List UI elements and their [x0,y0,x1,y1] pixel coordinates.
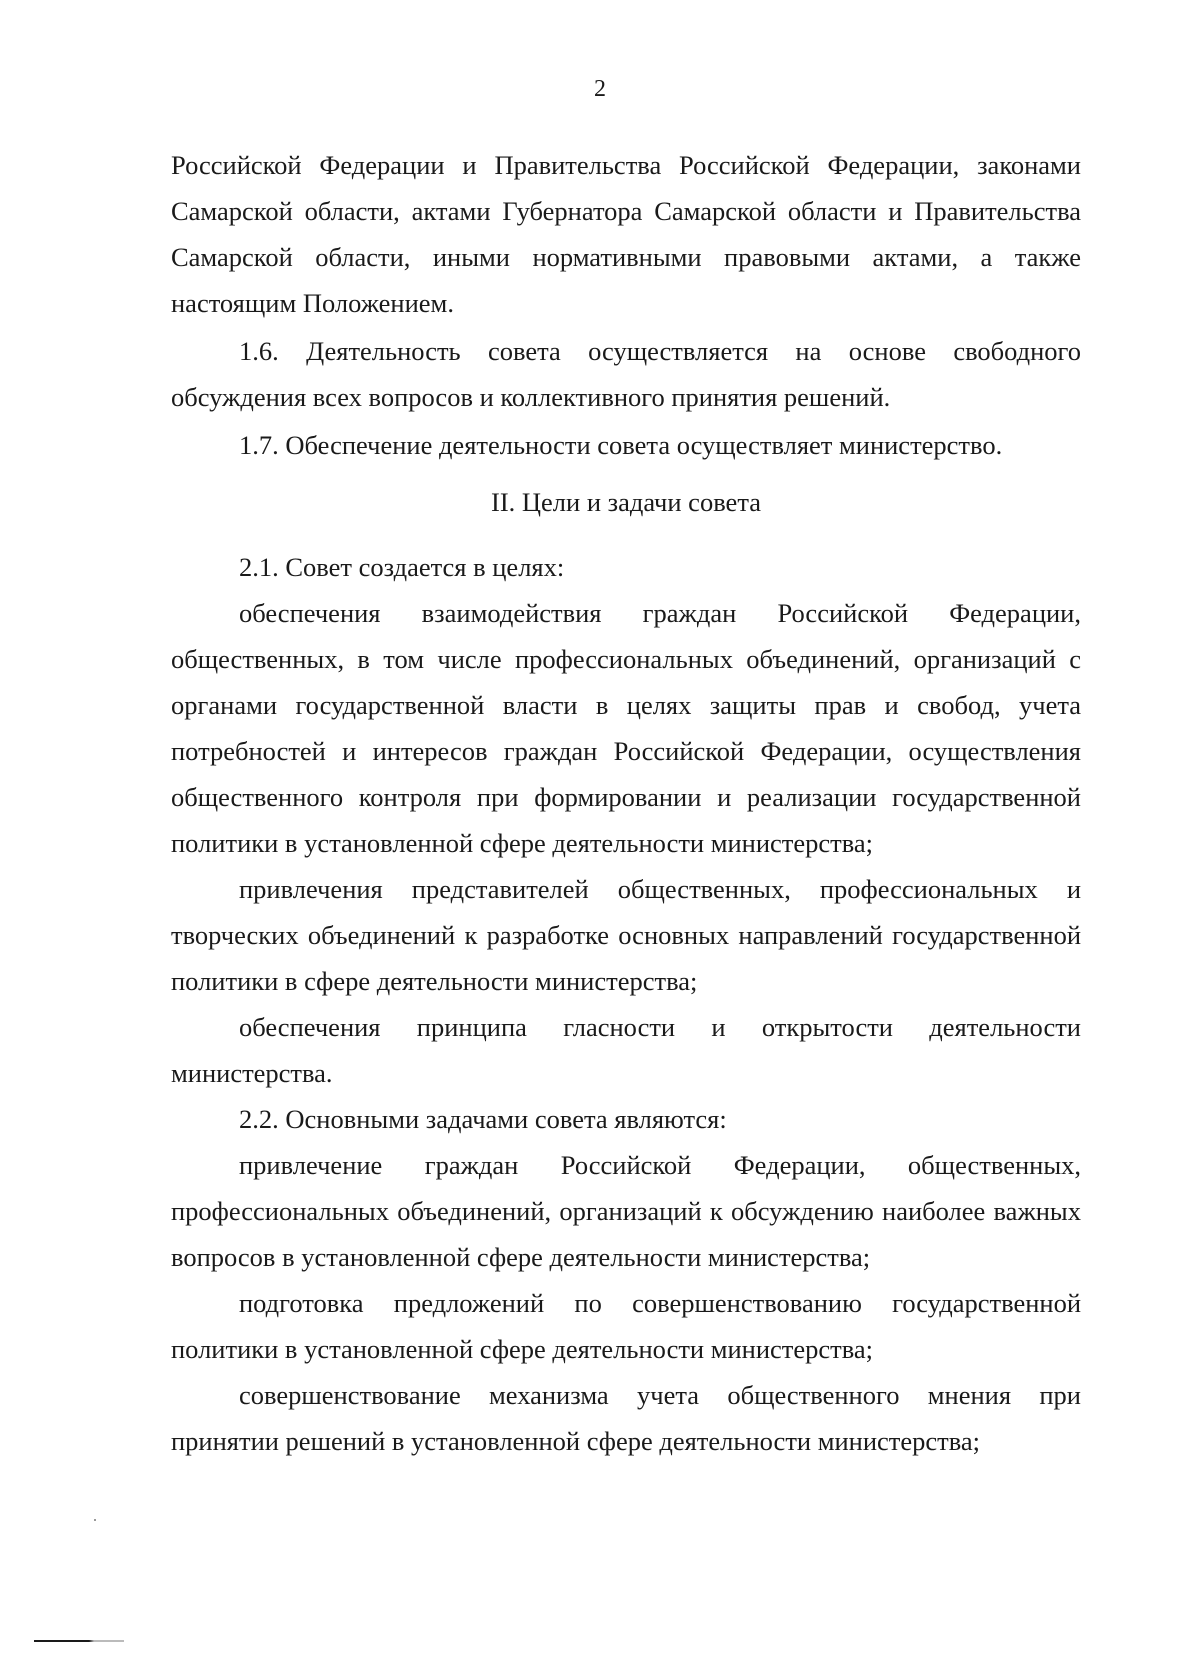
paragraph-2-2-item-3: совершенствование механизма учета общественного мнения при принятии решений в установленной сфере деятельности министерства; [171,1380,1081,1456]
paragraph-2-1-item-1: обеспечения взаимодействия граждан Российской Федерации, общественных, в том числе профессиональных объединений, организаций с органами государственной власти в целях защиты прав и свобод, учета потребностей и интересов граждан Российской Федерации, осуществления общественного контроля при формировании и реализации государственной политики в установленной сфере деятельности министерства; [171,598,1081,858]
paragraph-1-7: 1.7. Обеспечение деятельности совета осуществляет министерство. [239,430,1003,460]
page-number: 2 [594,76,606,102]
document-body [171,142,1081,1464]
paragraph-continuation: Российской Федерации и Правительства Российской Федерации, законами Самарской области, актами Губернатора Самарской области и Правительства Самарской области, иными нормативными правовыми актами, а также настоящим Положением. [171,150,1081,318]
paragraph-1-6: 1.6. Деятельность совета осуществляется на основе свободного обсуждения всех вопросов и коллективного принятия решений. [171,336,1081,412]
paragraph-2-1-item-2: привлечения представителей общественных, профессиональных и творческих объединений к разработке основных направлений государственной политики в сфере деятельности министерства; [171,874,1081,996]
paragraph-2-2-item-1: привлечение граждан Российской Федерации, общественных, профессиональных объединений, организаций к обсуждению наиболее важных вопросов в установленной сфере деятельности министерства; [171,1150,1081,1272]
section-heading: II. Цели и задачи совета [491,487,761,517]
scan-corner-mark [34,1640,124,1642]
paragraph-2-1: 2.1. Совет создается в целях: [239,552,565,582]
scan-speck [94,1519,96,1521]
paragraph-2-1-item-3: обеспечения принципа гласности и открытости деятельности министерства. [171,1012,1081,1088]
paragraph-2-2-item-2: подготовка предложений по совершенствованию государственной политики в установленной сфере деятельности министерства; [171,1288,1081,1364]
paragraph-2-2: 2.2. Основными задачами совета являются: [239,1104,727,1134]
